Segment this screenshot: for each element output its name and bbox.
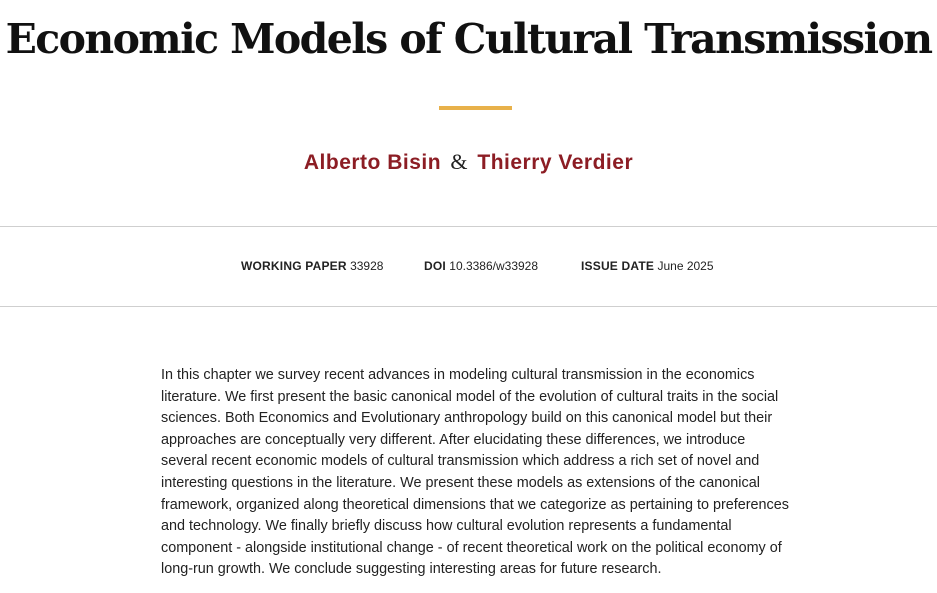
paper-title: Economic Models of Cultural Transmission <box>5 15 932 63</box>
issue-date-value: June 2025 <box>657 259 714 273</box>
meta-divider-top <box>0 226 937 227</box>
title-accent-bar <box>439 106 512 110</box>
author-link-bisin[interactable]: Alberto Bisin <box>303 151 442 174</box>
issue-date-meta <box>581 257 714 275</box>
doi-meta <box>424 257 538 275</box>
issue-date-label: ISSUE DATE <box>581 259 655 273</box>
working-paper-meta <box>241 257 383 275</box>
author-link-verdier[interactable]: Thierry Verdier <box>477 151 634 174</box>
working-paper-number: 33928 <box>350 259 384 273</box>
working-paper-label: WORKING PAPER <box>241 259 347 273</box>
paper-meta-bar <box>0 257 937 275</box>
doi-label: DOI <box>424 259 446 273</box>
author-list <box>0 147 937 178</box>
author-separator: & <box>450 149 469 174</box>
abstract-text: In this chapter we survey recent advances in modeling cultural transmission in the economics literature. We first present the basic canonical model of the evolution of cultural traits in the social sciences. Both Economics and Evolutionary anthropology build on this canonical model but their approaches are conceptually very different. After elucidating these differences, we introduce several recent economic models of cultural transmission which address a rich set of novel and interesting questions in the literature. We present these models as extensions of the canonical framework, organized along theoretical dimensions that we categorize as pertaining to preferences and technology. We finally briefly discuss how cultural evolution represents a fundamental component - alongside institutional change - of recent theoretical work on the political economy of long-run growth. We conclude suggesting interesting areas for future research. <box>161 367 789 578</box>
doi-value: 10.3386/w33928 <box>449 259 539 273</box>
meta-divider-bottom <box>0 306 937 307</box>
